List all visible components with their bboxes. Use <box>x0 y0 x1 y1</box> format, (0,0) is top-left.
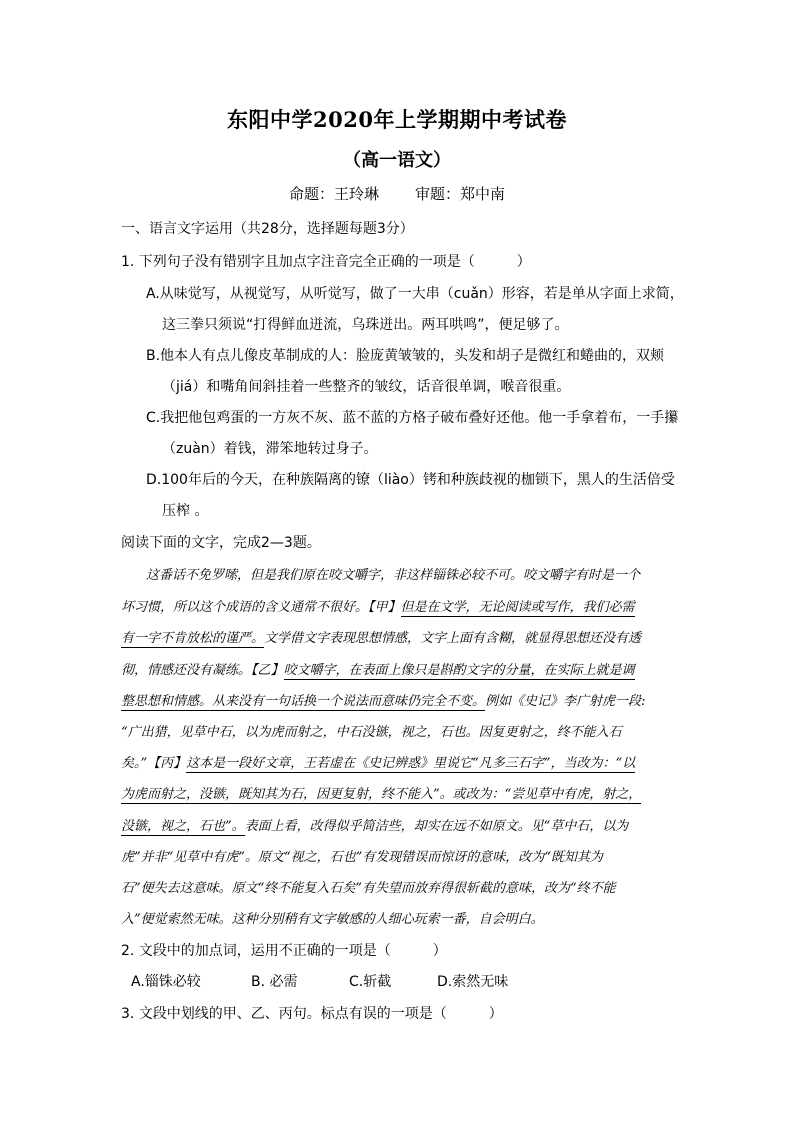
question-2-options <box>131 971 508 991</box>
reviewer-label: 审题：郑中南 <box>415 185 506 203</box>
passage-text: 矣。”【丙】 <box>121 756 187 771</box>
question-1-option-c: C.我把他包鸡蛋的一方灰不灰、蓝不蓝的方格子破布叠好还他。他一手拿着布，一手攥 <box>146 410 679 426</box>
underlined-sentence-jia-cont: 有一字不肯放松的谨严。 <box>121 631 265 646</box>
question-2-option-c: C.斩截 <box>349 974 392 990</box>
passage-line: 虎”并非“见草中有虎”。原文“视之，石也”有发现错误而惊讶的意味，改为“既知其为 <box>121 850 603 865</box>
passage-line: 入”便觉索然无味。这种分别稍有文字敏感的人细心玩索一番，自会明白。 <box>121 912 544 927</box>
reading-intro: 阅读下面的文字，完成2—3题。 <box>121 535 321 551</box>
question-2-option-b: B. 必需 <box>251 974 298 990</box>
question-1-option-a: A.从味觉写，从视觉写，从听觉写，做了一大串（cuǎn）形容，若是单从字面上求简， <box>146 286 684 302</box>
passage-line <box>121 659 635 678</box>
underlined-sentence-bing: 这本是一段好文章，王若虚在《史记辨惑》里说它“凡多三石字”，当改为：“以 <box>186 756 636 771</box>
section-heading: 一、语言文字运用（共28分，选择题每题3分） <box>121 221 414 237</box>
underlined-sentence-jia: 但是在文学，无论阅读或写作，我们必需 <box>400 600 635 615</box>
passage-line: 石”便失去这意味。原文“终不能复入石矣”有失望而放弃得很斩截的意味，改为“终不能 <box>121 881 616 896</box>
question-2-option-d: D.索然无味 <box>437 974 509 990</box>
passage-line: 这番话不免罗嗦，但是我们原在咬文嚼字，非这样锱铢必较不可。咬文嚼字有时是一个 <box>146 568 641 583</box>
passage-text: 文学借文字表现思想情感，文字上面有含糊，就显得思想还没有透 <box>264 631 642 646</box>
question-1-option-c-cont: （zuàn）着钱，滞笨地转过身子。 <box>162 441 378 457</box>
underlined-sentence-yi-cont: 整思想和情感。从来没有一句话换一个说法而意味仍完全不变。 <box>121 694 486 709</box>
setter-label: 命题：王玲琳 <box>288 185 379 203</box>
passage-text: 彻，情感还没有凝练。【乙】 <box>121 663 284 678</box>
page-subtitle: （高一语文） <box>343 150 451 171</box>
passage-line <box>121 627 641 646</box>
passage-text: 例如《史记》李广射虎一段: <box>485 694 646 709</box>
question-1-option-d: D.100年后的今天，在种族隔离的镣（liào）铐和种族歧视的枷锁下，黑人的生活倍受 <box>146 472 675 488</box>
underlined-sentence-yi: 咬文嚼字，在表面上像只是斟酌文字的分量，在实际上就是调 <box>283 663 635 678</box>
question-1-option-d-cont: 压榨 。 <box>162 503 209 519</box>
passage-line <box>121 783 641 802</box>
question-1-option-b: B.他本人有点儿像皮革制成的人：脸庞黄皱皱的，头发和胡子是微红和蜷曲的，双颊 <box>146 348 665 364</box>
passage-text: 表面上看，改得似乎简洁些，却实在远不如原文。见“草中石，以为 <box>244 819 629 834</box>
passage-line <box>121 815 628 834</box>
underlined-sentence-bing-cont: 为虎而射之，没镞，既知其为石，因更复射，终不能入”。或改为：“尝见草中有虎，射之， <box>121 787 642 802</box>
author-line <box>0 183 794 204</box>
question-2-option-a: A.锱铢必较 <box>131 974 201 990</box>
page-title: 东阳中学2020年上学期期中考试卷 <box>227 107 567 132</box>
passage-line <box>121 752 635 771</box>
underlined-sentence-bing-end: 没镞，视之，石也”。 <box>121 819 245 834</box>
passage-line: “广出猎，见草中石，以为虎而射之，中石没镞，视之，石也。因复更射之，终不能入石 <box>121 725 622 740</box>
passage-text: 坏习惯，所以这个成语的含义通常不很好。【甲】 <box>121 600 401 615</box>
passage-line <box>121 596 635 615</box>
question-1-option-a-cont: 这三拳只须说“打得鲜血迸流，乌珠迸出。两耳哄鸣”，便足够了。 <box>162 317 569 333</box>
passage-line <box>121 690 645 709</box>
question-1-stem: 1. 下列句子没有错别字且加点字注音完全正确的一项是（ ） <box>121 254 531 270</box>
question-3-stem: 3. 文段中划线的甲、乙、丙句。标点有误的一项是（ ） <box>121 1006 503 1022</box>
question-1-option-b-cont: （jiá）和嘴角间斜挂着一些整齐的皱纹，话音很单调，喉音很重。 <box>162 379 571 395</box>
question-2-stem: 2. 文段中的加点词，运用不正确的一项是（ ） <box>121 943 447 959</box>
